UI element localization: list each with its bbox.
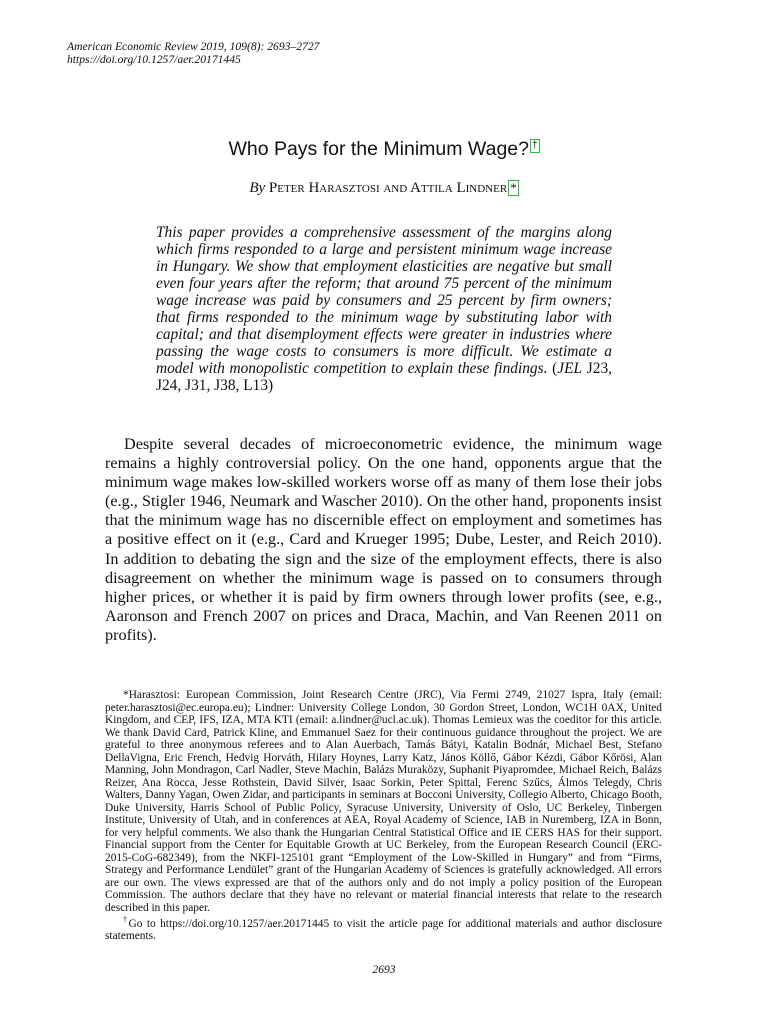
body-paragraph: Despite several decades of microeconometric evidence, the minimum wage remains a highly controversial policy. On the one hand, opponents argue that the minimum wage makes low-skilled workers worse off as many of them lose their jobs (e.g., Stigler 1946, Neumark and Wascher 2010). On the other hand, proponents insist that the minimum wage has no discernible effect on employment and sometimes has a positive effect on it (e.g., Card and Krueger 1995; Dube, Lester, and Reich 2010). In addition to debating the sign and the size of the employment effects, there is also disagreement on whether the minimum wage is passed on to consumers through higher prices, or whether it is paid by firm owners through lower profits (see, e.g., Aaronson and French 2007 on prices and Draca, Machin, and Van Reenen 2011 on profits). — [105, 435, 662, 644]
byline-by: By — [249, 180, 266, 196]
journal-citation: American Economic Review 2019, 109(8): 2693–2727 — [67, 40, 320, 53]
author-footnote-link[interactable]: * — [510, 180, 517, 195]
author-names: Peter Harasztosi and Attila Lindner — [268, 180, 508, 196]
footnote-star-mark: * — [123, 689, 129, 701]
jel-codes: (JEL J23, J24, J31, J38, L13) — [156, 360, 613, 394]
footnote-dagger-text: Go to https://doi.org/10.1257/aer.20171445 to visit the article page for additional materials and author disclosure statements. — [105, 917, 663, 943]
footnote-article-page — [105, 914, 662, 943]
author-byline — [0, 180, 768, 197]
footnote-star-text: Harasztosi: European Commission, Joint Research Centre (JRC), Via Fermi 2749, 21027 Ispra, Italy (email: peter.harasztosi@ec.europa.eu); Lindner: University College London, 30 Gordon Street, London, WC1H 0AX, United Kingdom, and CEP, IFS, IZA, MTA KTI (email: a.lindner@ucl.ac.uk). Thomas Lemieux was the coeditor for this article. We thank David Card, Patrick Kline, and Emmanuel Saez for their continuous guidance throughout the project. We are grateful to three anonymous referees and to Alan Auerbach, Tamás Bátyi, Katalin Bodnár, Michael Best, Stefano DellaVigna, Eric French, Hedvig Horváth, Hilary Hoynes, Larry Katz, János Köllő, Gábor Kézdi, Gábor Kőrösi, Alan Manning, John Mondragon, Carl Nadler, Steve Machin, Balázs Muraközy, Suphanit Piyapromdee, Michael Reich, Balázs Reizer, Ana Rocca, Jesse Rothstein, David Silver, Isaac Sorkin, Peter Spittal, Ferenc Szűcs, Álmos Telegdy, Chris Walters, Danny Yagan, Owen Zidar, and participants in seminars at Bocconi University, Collegio Alberto, Chicago Booth, Duke University, Harris School of Public Policy, Syracuse University, University of Oslo, UC Berkeley, Tinbergen Institute, University of Utah, and in conferences at AEA, Royal Academy of Science, IAB in Nuremberg, IZA in Bonn, for very helpful comments. We also thank the Hungarian Central Statistical Office and IE CERS HAS for their support. Financial support from the Center for Equitable Growth at UC Berkeley, from the European Research Council (ERC-2015-CoG-682349), from the NKFI-125101 grant “Employment of the Low-Skilled in Hungary” and from “Firms, Strategy and Performance Lendület” grant of the Hungarian Academy of Sciences is gratefully acknowledged. All errors are our own. The views expressed are that of the authors only and do not imply a policy position of the European Commission. The authors declare that they have no relevant or material financial interests that relate to the research described in this paper. — [105, 689, 662, 914]
paper-title-text: Who Pays for the Minimum Wage? — [228, 138, 529, 160]
doi-link[interactable]: https://doi.org/10.1257/aer.20171445 — [67, 53, 241, 66]
title-dagger-footnote-link[interactable]: † — [531, 139, 538, 151]
abstract-text: This paper provides a comprehensive assessment of the margins along which firms responded to a large and persistent minimum wage increase in Hungary. We show that employment elasticities are negative but small even four years after the reform; that around 75 percent of the minimum wage increase was paid by consumers and 25 percent by firm owners; that firms responded to the minimum wage by substituting labor with capital; and that disemployment effects were greater in industries where passing the wage costs to consumers is more difficult. We estimate a model with monopolistic competition to explain these findings. — [156, 224, 612, 377]
abstract — [156, 224, 612, 394]
paper-title — [0, 138, 768, 161]
journal-header — [67, 40, 319, 66]
footnote-author-affiliation — [105, 689, 662, 914]
page-number: 2693 — [372, 963, 396, 976]
jel-code-list: J23, J24, J31, J38, L13) — [156, 360, 613, 394]
footnote-dagger-mark: † — [123, 915, 129, 924]
footnotes — [105, 689, 662, 943]
jel-label: JEL — [557, 360, 583, 377]
